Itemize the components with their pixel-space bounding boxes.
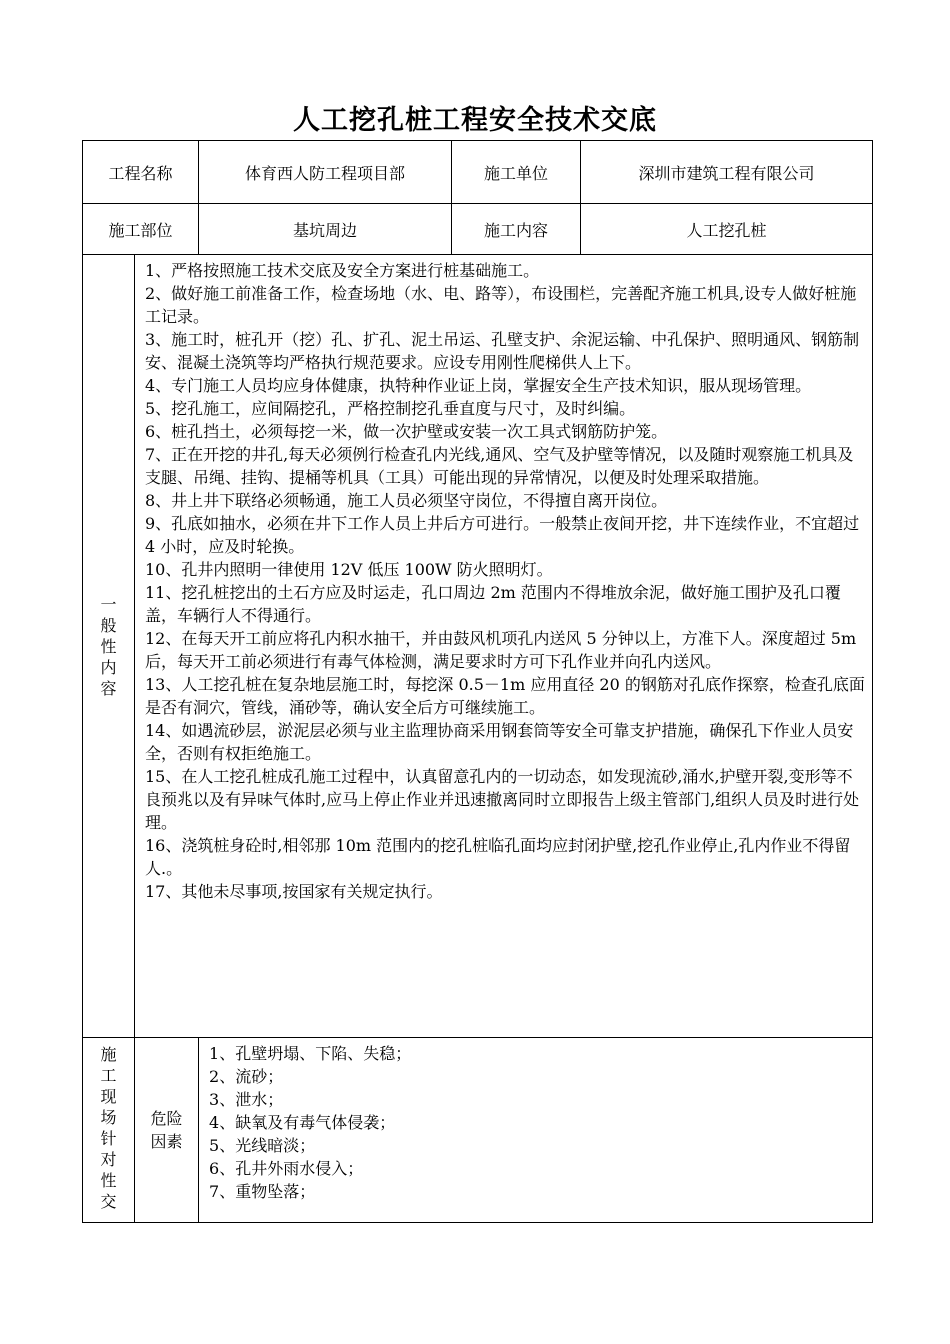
construction-part-value: 基坑周边 (199, 204, 452, 255)
project-name-value: 体育西人防工程项目部 (199, 141, 452, 204)
list-item: 14、如遇流砂层，淤泥层必须与业主监理协商采用钢套筒等安全可靠支护措施，确保孔下作业人员安全，否则有权拒绝施工。 (145, 721, 854, 763)
list-item: 2、做好施工前准备工作，检查场地（水、电、路等），布设围栏，完善配齐施工机具,设专人做好桩施工记录。 (145, 284, 857, 326)
list-item: 9、孔底如抽水，必须在井下工作人员上井后方可进行。一般禁止夜间开挖，井下连续作业，不宜超过 4 小时，应及时轮换。 (145, 514, 860, 556)
list-item: 12、在每天开工前应将孔内积水抽干，并由鼓风机项孔内送风 5 分钟以上，方准下人。深度超过 5m 后，每天开工前必须进行有毒气体检测，满足要求时方可下孔作业并向孔内送风。 (145, 629, 857, 671)
general-content-label: 一 般 性 内 容 (83, 255, 135, 1038)
list-item: 3、施工时，桩孔开（挖）孔、扩孔、泥土吊运、孔壁支护、余泥运输、中孔保护、照明通风、钢筋制安、混凝土浇筑等均严格执行规范要求。应设专用刚性爬梯供人上下。 (145, 330, 860, 372)
hazard-list (199, 1038, 873, 1223)
list-item: 10、孔井内照明一律使用 12V 低压 100W 防火照明灯。 (145, 560, 553, 579)
list-item: 5、光线暗淡； (209, 1136, 316, 1155)
list-item: 6、孔井外雨水侵入； (209, 1159, 364, 1178)
general-content-list (135, 255, 873, 1038)
list-item: 5、挖孔施工，应间隔挖孔，严格控制挖孔垂直度与尺寸，及时纠编。 (145, 399, 636, 418)
document-title: 人工挖孔桩工程安全技术交底 (293, 105, 657, 136)
list-item: 15、在人工挖孔桩成孔施工过程中，认真留意孔内的一切动态，如发现流砂,涌水,护壁开裂,变形等不良预兆以及有异味气体时,应马上停止作业并迅速撤离同时立即报告上级主管部门,组织人员及时进行处理。 (145, 767, 860, 832)
list-item: 1、孔壁坍塌、下陷、失稳； (209, 1044, 412, 1063)
list-item: 3、泄水； (209, 1090, 284, 1109)
construction-content-value: 人工挖孔桩 (581, 204, 873, 255)
hazard-factors-label: 危险 因素 (135, 1038, 199, 1223)
list-item: 4、缺氧及有毒气体侵袭； (209, 1113, 396, 1132)
site-specific-label: 施 工 现 场 针 对 性 交 (83, 1038, 135, 1223)
table-row (83, 204, 873, 255)
construction-unit-value: 深圳市建筑工程有限公司 (581, 141, 873, 204)
list-item: 17、其他未尽事项,按国家有关规定执行。 (145, 882, 443, 901)
list-item: 1、严格按照施工技术交底及安全方案进行桩基础施工。 (145, 261, 540, 280)
construction-part-label: 施工部位 (83, 204, 199, 255)
list-item: 6、桩孔挡土，必须每挖一米，做一次护壁或安装一次工具式钢筋防护笼。 (145, 422, 668, 441)
list-item: 16、浇筑桩身砼时,相邻那 10m 范围内的挖孔桩临孔面均应封闭护壁,挖孔作业停止,孔内作业不得留人.。 (145, 836, 851, 878)
construction-content-label: 施工内容 (452, 204, 581, 255)
list-item: 13、人工挖孔桩在复杂地层施工时，每挖深 0.5－1m 应用直径 20 的钢筋对孔底作探察，检查孔底面是否有洞穴，管线，涌砂等，确认安全后方可继续施工。 (145, 675, 865, 717)
disclosure-table (82, 140, 873, 1223)
table-row (83, 141, 873, 204)
project-name-label: 工程名称 (83, 141, 199, 204)
construction-unit-label: 施工单位 (452, 141, 581, 204)
list-item: 8、井上井下联络必须畅通，施工人员必须坚守岗位，不得擅自离开岗位。 (145, 491, 668, 510)
list-item: 7、重物坠落； (209, 1182, 316, 1201)
list-item: 11、挖孔桩挖出的土石方应及时运走，孔口周边 2m 范围内不得堆放余泥，做好施工围护及孔口覆盖，车辆行人不得通行。 (145, 583, 841, 625)
list-item: 7、正在开挖的井孔,每天必须例行检查孔内光线,通风、空气及护壁等情况，以及随时观察施工机具及支腿、吊绳、挂钩、提桶等机具（工具）可能出现的异常情况，以便及时处理采取措施。 (145, 445, 854, 487)
list-item: 2、流砂； (209, 1067, 284, 1086)
table-row (83, 255, 873, 1038)
list-item: 4、专门施工人员均应身体健康，执特种作业证上岗，掌握安全生产技术知识，服从现场管理。 (145, 376, 812, 395)
table-row (83, 1038, 873, 1223)
